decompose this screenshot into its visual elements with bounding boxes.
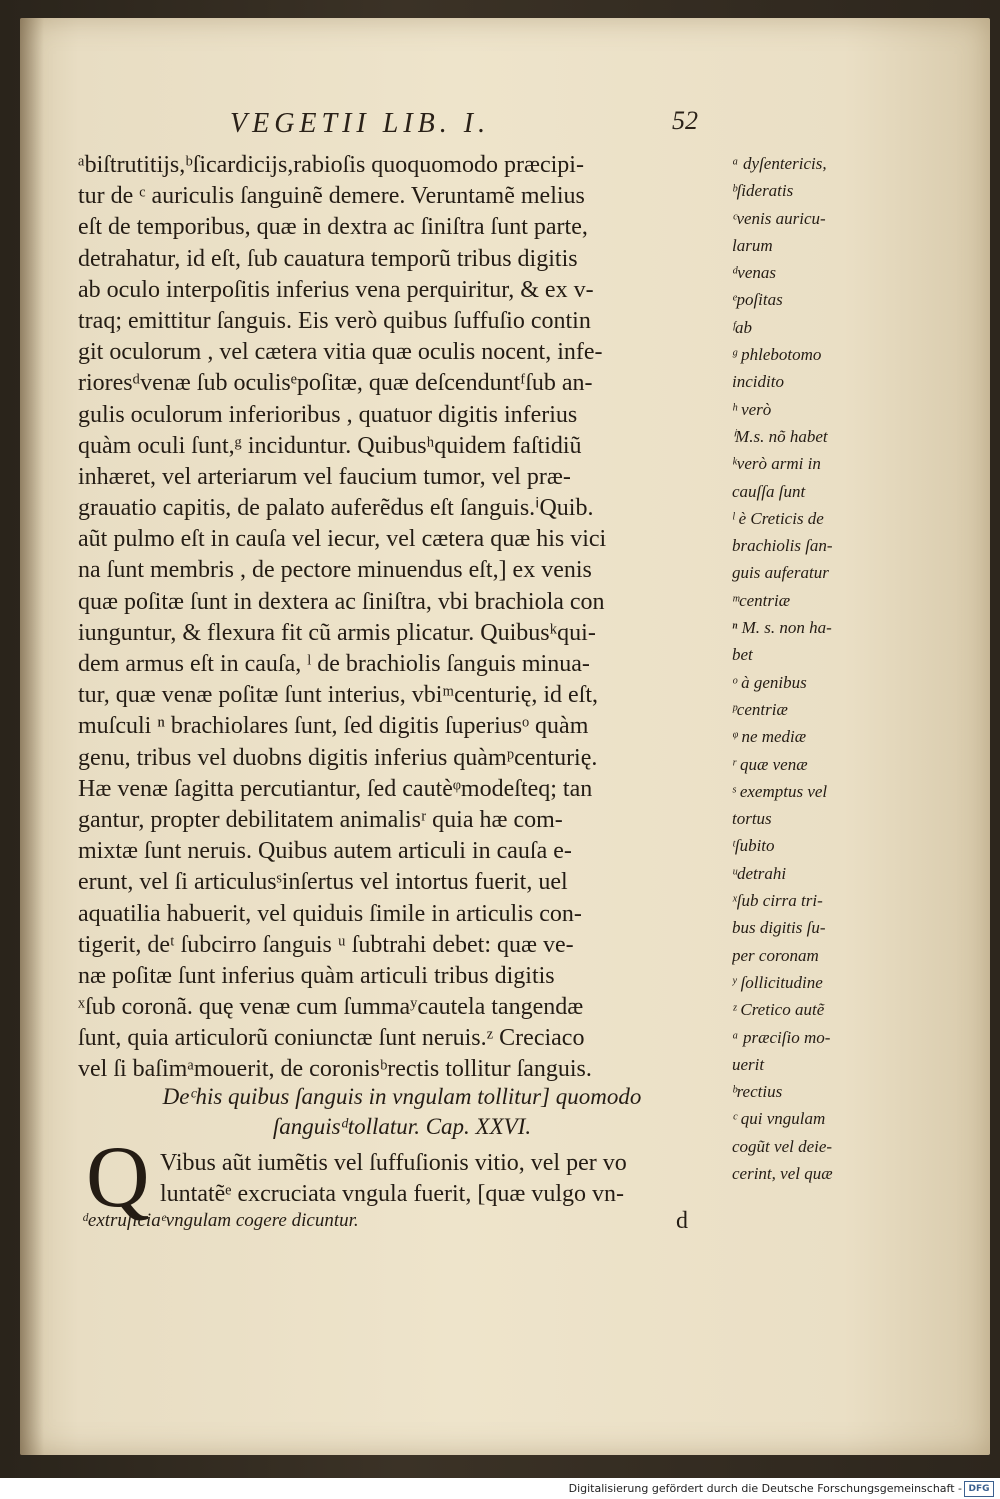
margin-note: ʳ quæ venæ [732, 754, 808, 774]
text-line: eſt de temporibus, quæ in dextra ac ſiniſtra ſunt parte, [78, 214, 588, 241]
running-head: VEGETII LIB. I. [230, 108, 491, 139]
gutter-shadow [20, 18, 44, 1455]
text-line: Vibus aũt iumẽtis vel ſuffuſionis vitio, vel per vo [160, 1150, 627, 1176]
margin-note: cauſſa ſunt [732, 481, 806, 501]
margin-note: incidito [732, 372, 784, 392]
text-line: quæ poſitæ ſunt in dextera ac ſiniſtra, vbi brachiola con [78, 588, 605, 615]
text-line: tigerit, deᵗ ſubcirro ſanguis ᵘ ſubtrahi debet: quæ ve- [78, 931, 574, 958]
text-line: iunguntur, & flexura fit cũ armis plicatur. Quibusᵏqui- [78, 619, 596, 646]
margin-note: ᵘdetrahi [732, 863, 787, 883]
margin-note: ˣſub cirra tri- [732, 891, 823, 911]
margin-note: ᵏverò armi in [732, 454, 821, 474]
text-line: gulis oculorum inferioribus , quatuor digitis inferius [78, 401, 578, 428]
margin-note: brachiolis ſan- [732, 536, 833, 556]
margin-note: ᵇrectius [732, 1082, 783, 1102]
text-line: gantur, propter debilitatem animalisʳ quia hæ com- [78, 806, 563, 833]
margin-note: guis auferatur [732, 563, 829, 583]
margin-note: per coronam [732, 945, 819, 965]
text-line: ſunt, quia articulorũ coniunctæ ſunt neruis.ᶻ Creciaco [78, 1025, 585, 1052]
margin-note: ᵠ ne mediæ [732, 727, 807, 747]
text-line: næ poſitæ ſunt inferius quàm articuli tribus digitis [78, 962, 555, 989]
margin-note: ᵍ phlebotomo [732, 345, 822, 365]
text-line: ab oculo interpoſitis inferius vena perquiritur, & ex v- [78, 276, 594, 303]
text-line: Hæ venæ ſagitta percutiantur, ſed cautèᵠmodeſteq; tan [78, 775, 593, 802]
margin-note: ᵃ præciſio mo- [732, 1027, 831, 1047]
margin-note: ᵉpoſitas [732, 290, 783, 310]
margin-note: ᶠab [732, 317, 752, 337]
digitization-footer [0, 1478, 1000, 1499]
margin-note: ᶜvenis auricu- [732, 208, 826, 228]
text-line: dem armus eſt in cauſa, ˡ de brachiolis ſanguis minua- [78, 651, 590, 677]
drop-cap: Q [86, 1129, 150, 1226]
signature-mark: d [676, 1208, 688, 1234]
margin-note: ᵃ dyſentericis, [732, 154, 827, 173]
heading-line: ſanguisᵈtollatur. Cap. XXVI. [272, 1114, 532, 1139]
margin-note: ᵗſubito [732, 836, 775, 856]
text-line: erunt, vel ſi articulusˢinſertus vel intortus fuerit, uel [78, 869, 568, 896]
heading-line: Deᶜhis quibus ſanguis in vngulam tollitur] quomodo [162, 1084, 642, 1109]
margin-note: ⁱM.s. nõ habet [732, 426, 828, 446]
margin-note: cerint, vel quæ [732, 1163, 833, 1183]
text-line: quàm oculi ſunt,ᵍ inciduntur. Quibusʰquidem faſtidiũ [78, 432, 582, 459]
page-number: 52 [672, 106, 698, 135]
text-line: aquatilia habuerit, vel quiduis ſimile in articulis con- [78, 900, 582, 927]
text-line: traq; emittitur ſanguis. Eis verò quibus ſuffuſio contin [78, 307, 591, 334]
marginal-notes [732, 150, 868, 1187]
margin-note: tortus [732, 809, 772, 829]
text-line: mixtæ ſunt neruis. Quibus autem articuli in cauſa e- [78, 838, 572, 865]
text-line: muſculi ⁿ brachiolares ſunt, ſed digitis ſuperiusᵒ quàm [78, 713, 589, 740]
text-line: tur, quæ venæ poſitæ ſunt interius, vbiᵐcenturię, id eſt, [78, 682, 599, 709]
margin-note: ʸ ſollicitudine [732, 972, 823, 992]
text-line: vel ſi baſimᵃmouerit, de coronisᵇrectis tollitur ſanguis. [78, 1056, 592, 1083]
margin-note: ᵐcentriæ [732, 590, 791, 610]
text-line: tur de ᶜ auriculis ſanguinẽ demere. Veruntamẽ melius [78, 183, 585, 210]
margin-note: uerit [732, 1054, 765, 1074]
margin-note: ᵇſideratis [732, 181, 794, 201]
margin-note: ˢ exemptus vel [732, 781, 828, 801]
text-line: grauatio capitis, de palato auferẽdus eſt ſanguis.ⁱQuib. [78, 495, 594, 522]
margin-note: ˡ è Creticis de [732, 508, 824, 528]
text-line: inhæret, vel arteriarum vel faucium tumor, vel præ- [78, 463, 571, 490]
text-line: git oculorum , vel cætera vitia quæ oculis nocent, infe- [78, 339, 603, 366]
margin-note: ᶜ qui vngulam [732, 1109, 826, 1129]
text-line: aũt pulmo eſt in cauſa vel iecur, vel cætera quæ his vici [78, 526, 607, 553]
text-line: rioresᵈvenæ ſub oculisᵉpoſitæ, quæ deſcenduntᶠſub an- [78, 370, 593, 397]
margin-note: ᵒ à genibus [732, 672, 807, 692]
margin-note: ⁿ M. s. non ha- [732, 618, 832, 638]
margin-note: bus digitis ſu- [732, 918, 826, 938]
footer-credit: Digitalisierung gefördert durch die Deutsche Forschungsgemeinschaft - [568, 1482, 962, 1495]
margin-note: cogũt vel deie- [732, 1136, 833, 1156]
text-line: genu, tribus vel duobns digitis inferius quàmᵖcenturię. [78, 744, 598, 771]
chapter-text-block [160, 1148, 730, 1210]
margin-note: larum [732, 235, 773, 255]
text-line: detrahatur, id eſt, ſub cauatura temporũ tribus digitis [78, 245, 578, 272]
dfg-logo-icon[interactable]: DFG [964, 1481, 994, 1497]
bottom-note: ᵈextruſiciaᵉvngulam cogere dicuntur. [82, 1210, 359, 1231]
margin-note: ᵈvenas [732, 263, 776, 283]
text-line: ᵃbiſtrutitijs,ᵇſicardicijs,rabioſis quoquomodo præcipi- [78, 152, 584, 178]
text-line: na ſunt membris , de pectore minuendus eſt,] ex venis [78, 557, 592, 584]
margin-note: ᵖcentriæ [732, 699, 788, 719]
text-line: ˣſub coronã. quę venæ cum ſummaʸcautela tangendæ [78, 994, 584, 1021]
main-text-block [78, 150, 726, 1086]
margin-note: ʰ verò [732, 399, 772, 419]
margin-note: bet [732, 645, 753, 665]
margin-note: ᶻ Cretico autẽ [732, 1000, 825, 1020]
text-line: luntatẽᵉ excruciata vngula fuerit, [quæ vulgo vn- [160, 1181, 625, 1207]
chapter-heading [78, 1082, 726, 1142]
